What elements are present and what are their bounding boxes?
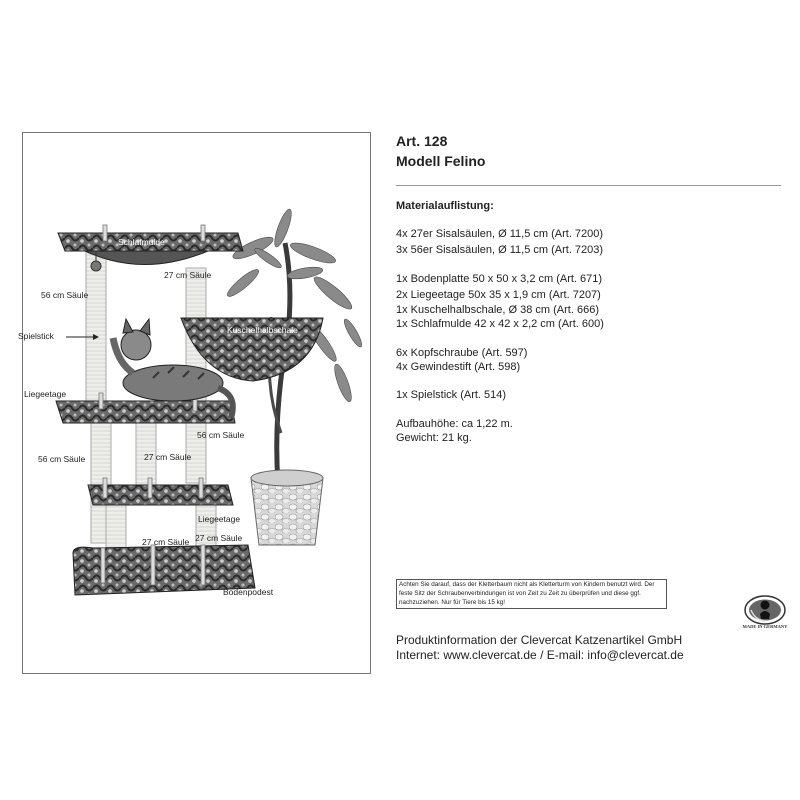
label-56cm-left-bottom: 56 cm Säule [38,454,86,464]
material-line: 1x Schlafmulde 42 x 42 x 2,2 cm (Art. 600) [396,318,604,330]
build-height: Aufbauhöhe: ca 1,22 m. [396,418,513,430]
label-schlafmulde: Schlafmulde [118,237,165,247]
label-56cm-left-top: 56 cm Säule [41,290,89,300]
model-name: Modell Felino [396,153,486,169]
cat-tree-illustration [23,133,372,675]
material-line: 4x 27er Sisalsäulen, Ø 11,5 cm (Art. 7200) [396,228,604,240]
label-56cm-right: 56 cm Säule [197,430,245,440]
label-27cm-bottom-right: 27 cm Säule [195,533,243,543]
footer-contact: Internet: www.clevercat.de / E-mail: info@clevercat.de [396,648,684,662]
label-liegeetage-left: Liegeetage [24,389,67,399]
label-27cm-top: 27 cm Säule [164,270,212,280]
article-number: Art. 128 [396,133,448,149]
material-line: 1x Kuschelhalbschale, Ø 38 cm (Art. 666) [396,304,599,316]
material-line: 4x Gewindestift (Art. 598) [396,361,521,373]
pointer-arrow [66,334,99,340]
logo-emblem-icon [741,594,789,636]
label-27cm-bottom-left: 27 cm Säule [142,537,190,547]
weight: Gewicht: 21 kg. [396,432,472,444]
materials-heading: Materialauflistung: [396,200,494,212]
material-line: 1x Spielstick (Art. 514) [396,389,507,401]
divider [396,185,781,186]
material-line: 1x Bodenplatte 50 x 50 x 3,2 cm (Art. 671) [396,273,603,285]
label-bodenpodest: Bodenpodest [223,587,274,597]
product-photo [18,132,371,674]
logo-subtitle: MADE IN GERMANY [742,624,788,629]
label-kuschelhalbschale: Kuschelhalbschale [227,325,298,335]
label-liegeetage-bottom: Liegeetage [198,514,241,524]
material-line: 6x Kopfschraube (Art. 597) [396,347,528,359]
safety-notice: Achten Sie darauf, dass der Kletterbaum nicht als Kletterturm von Kindern benutzt wird. Der feste Sitz der Schraubenverbindungen ist von Zeit zu Zeit zu überprüfen und diese ggf. nachzuziehen. Nur für Tiere bis 15 kg! [396,579,667,609]
label-27cm-middle: 27 cm Säule [144,452,192,462]
material-line: 3x 56er Sisalsäulen, Ø 11,5 cm (Art. 7203) [396,244,604,256]
footer-company: Produktinformation der Clevercat Katzenartikel GmbH [396,633,683,647]
material-line: 2x Liegeetage 50x 35 x 1,9 cm (Art. 7207) [396,289,601,301]
clevercat-logo [741,594,789,636]
label-spielstick: Spielstick [18,331,54,341]
